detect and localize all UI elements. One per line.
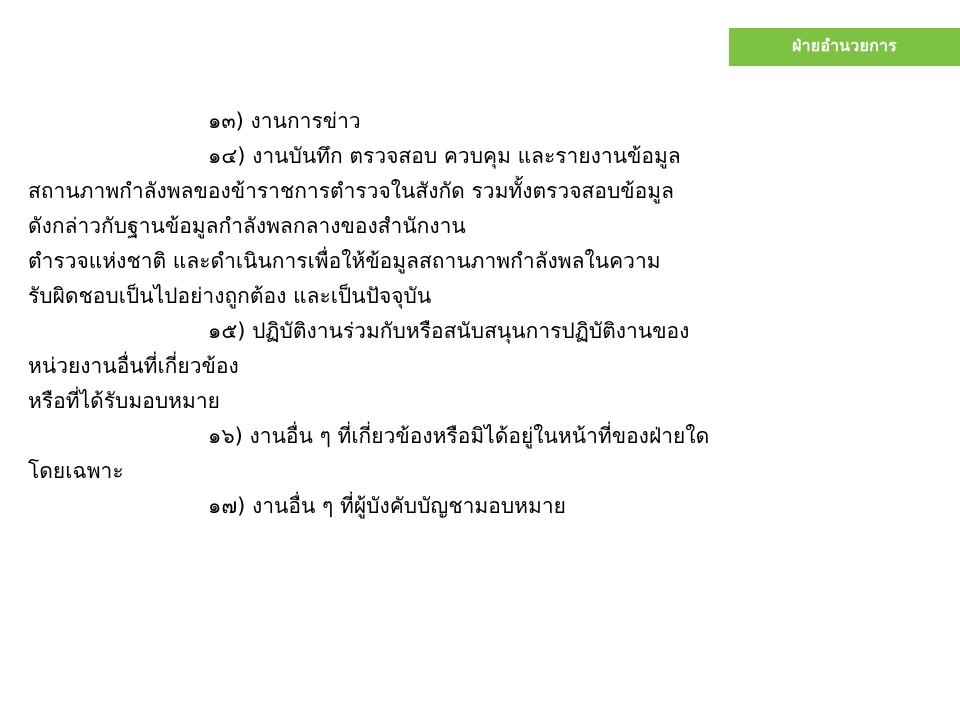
paragraph-14-line3: ดังกล่าวกับฐานข้อมูลกำลังพลกลางของสำนักงาน bbox=[28, 214, 466, 238]
paragraph-14-line2: สถานภาพกำลังพลของข้าราชการตำรวจในสังกัด รวมทั้งตรวจสอบข้อมูล bbox=[28, 179, 674, 203]
paragraph-15-line3: หรือที่ได้รับมอบหมาย bbox=[28, 389, 220, 413]
paragraph-14: ๑๔) งานบันทึก ตรวจสอบ ควบคุม และรายงานข้อมูล bbox=[208, 144, 681, 168]
paragraph-14-line4: ตำรวจแห่งชาติ และดำเนินการเพื่อให้ข้อมูลสถานภาพกำลังพลในความ bbox=[28, 249, 661, 273]
section-header-label: ฝ่ายอำนวยการ bbox=[792, 36, 897, 55]
section-header-tab bbox=[729, 28, 960, 66]
paragraph-15-line2: หน่วยงานอื่นที่เกี่ยวข้อง bbox=[28, 354, 239, 378]
body-text-block bbox=[28, 104, 908, 524]
paragraph-16-line2: โดยเฉพาะ bbox=[28, 459, 124, 483]
paragraph-14-line5: รับผิดชอบเป็นไปอย่างถูกต้อง และเป็นปัจจุบัน bbox=[28, 284, 432, 308]
paragraph-16: ๑๖) งานอื่น ๆ ที่เกี่ยวข้องหรือมิได้อยู่ในหน้าที่ของฝ่ายใด bbox=[208, 424, 710, 448]
paragraph-13: ๑๓) งานการข่าว bbox=[208, 109, 361, 133]
paragraph-17: ๑๗) งานอื่น ๆ ที่ผู้บังคับบัญชามอบหมาย bbox=[208, 494, 566, 518]
paragraph-15: ๑๕) ปฏิบัติงานร่วมกับหรือสนับสนุนการปฏิบัติงานของ bbox=[208, 319, 690, 343]
